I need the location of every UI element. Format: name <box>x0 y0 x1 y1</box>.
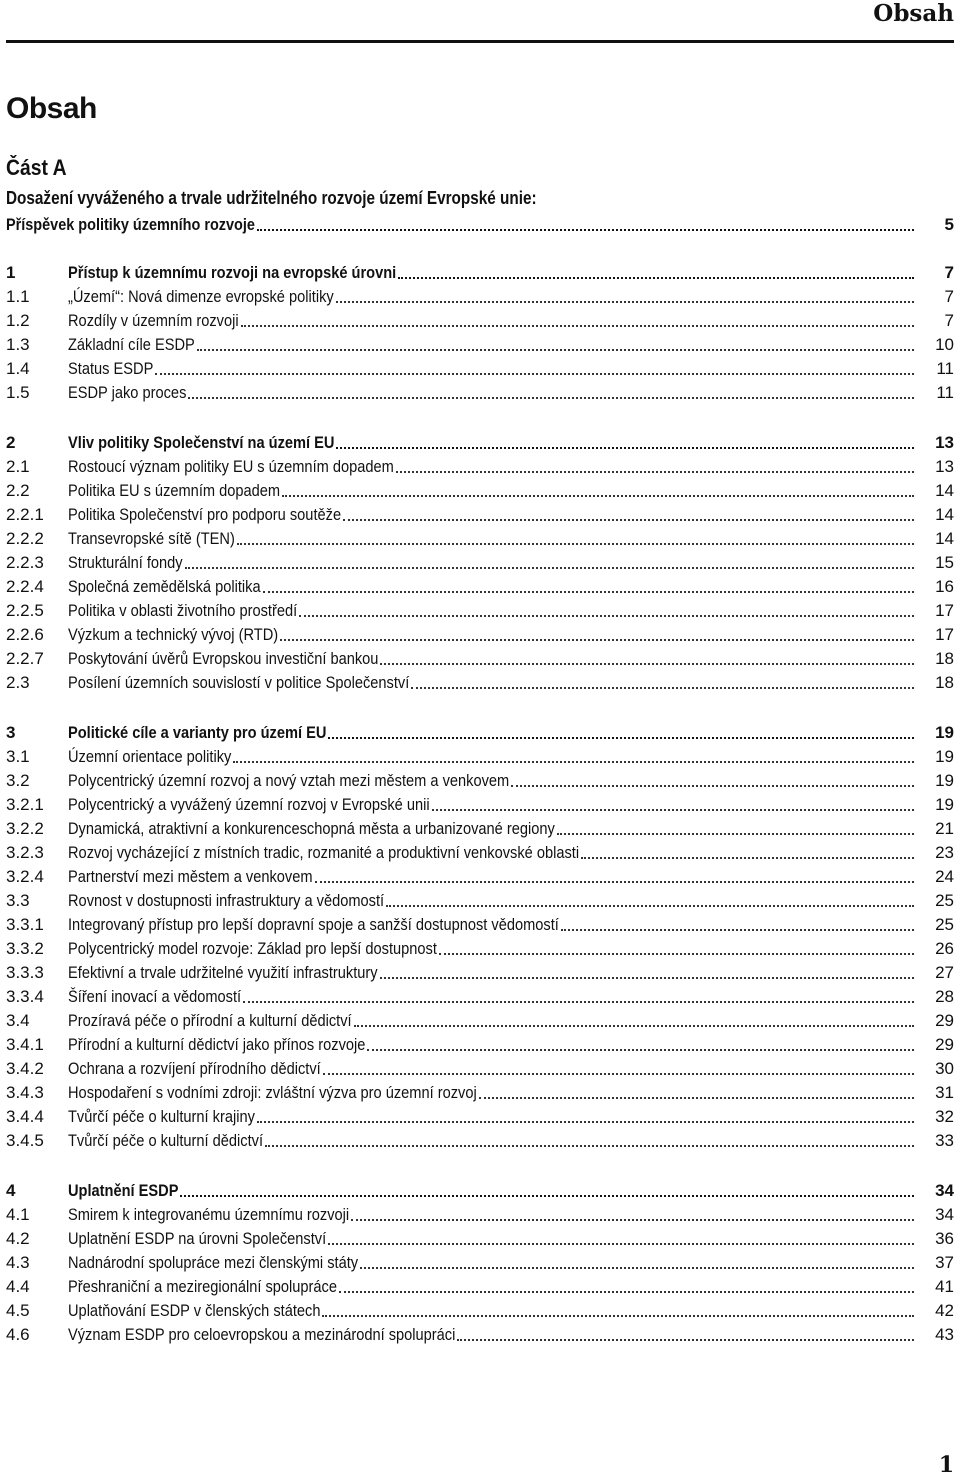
dot-leader <box>241 325 914 327</box>
toc-entry-page: 29 <box>935 1035 954 1054</box>
toc-chapter-row[interactable] <box>6 430 954 454</box>
dot-leader <box>343 519 914 521</box>
toc-entry-row[interactable] <box>6 478 954 502</box>
part-title-line-1: Dosažení vyváženého a trvale udržitelného rozvoje území Evropské unie: <box>6 188 537 208</box>
toc-entry-row[interactable] <box>6 936 954 960</box>
toc-entry-fill <box>68 818 916 840</box>
toc-entry-row[interactable] <box>6 502 954 526</box>
dot-leader <box>328 737 914 739</box>
toc-entry-fill <box>68 770 916 792</box>
toc-entry-fill <box>68 576 916 598</box>
toc-entry-row[interactable] <box>6 984 954 1008</box>
toc-entry-row[interactable] <box>6 864 954 888</box>
toc-entry-row[interactable] <box>6 792 954 816</box>
toc-entry-number: 1.1 <box>6 287 30 306</box>
toc-entry-page: 18 <box>935 649 954 668</box>
toc-entry-number: 4 <box>6 1181 16 1200</box>
toc-entry-fill <box>68 986 916 1008</box>
dot-leader <box>180 1195 914 1197</box>
toc-entry-number: 3.1 <box>6 747 30 766</box>
toc-entry-title: Přeshraniční a meziregionální spolupráce <box>68 1277 338 1296</box>
toc-entry-page: 14 <box>935 505 954 524</box>
toc-entry-page: 17 <box>935 625 954 644</box>
toc-entry-page: 10 <box>935 335 954 354</box>
toc-entry-fill <box>68 432 916 454</box>
toc-entry-row[interactable] <box>6 526 954 550</box>
dot-leader <box>155 373 914 375</box>
toc-entry-number: 1.3 <box>6 335 30 354</box>
toc-entry-title: Integrovaný přístup pro lepší dopravní spoje a sanžší dostupnost vědomostí <box>68 915 559 934</box>
toc-entry-row[interactable] <box>6 1226 954 1250</box>
dot-leader <box>336 447 914 449</box>
dot-leader <box>280 639 914 641</box>
toc-entry-number: 2.2.4 <box>6 577 44 596</box>
dot-leader <box>197 349 914 351</box>
toc-entry-number: 1.5 <box>6 383 30 402</box>
toc-entry-page: 7 <box>944 263 954 282</box>
toc-entry-number: 1.2 <box>6 311 30 330</box>
toc-entry-row[interactable] <box>6 912 954 936</box>
toc-entry-page: 7 <box>944 311 954 330</box>
toc-entry-fill <box>68 1130 916 1152</box>
toc-entry-page: 26 <box>935 939 954 958</box>
toc-entry-number: 4.5 <box>6 1301 30 1320</box>
dot-leader <box>339 1291 914 1293</box>
dot-leader <box>360 1267 914 1269</box>
toc-entry-number: 3.2.2 <box>6 819 44 838</box>
toc-entry-page: 21 <box>935 819 954 838</box>
toc-entry-title: Rozvoj vycházející z místních tradic, rozmanité a produktivní venkovské oblasti <box>68 843 580 862</box>
toc-entry-fill <box>68 890 916 912</box>
toc-entry-number: 2.2.6 <box>6 625 44 644</box>
toc-entry-row[interactable] <box>6 816 954 840</box>
dot-leader <box>411 687 914 689</box>
toc-entry-fill <box>68 358 916 380</box>
toc-entry-title: Rovnost v dostupnosti infrastruktury a vědomostí <box>68 891 385 910</box>
toc-entry-number: 3.4.1 <box>6 1035 44 1054</box>
toc-entry-number: 2.2.3 <box>6 553 44 572</box>
toc-entry-page: 14 <box>935 529 954 548</box>
toc-entry-row[interactable] <box>6 1056 954 1080</box>
toc-entry-title: Rozdíly v územním rozvoji <box>68 311 239 330</box>
toc-entry-page: 41 <box>935 1277 954 1296</box>
dot-leader <box>263 591 914 593</box>
toc-entry-page: 23 <box>935 843 954 862</box>
toc-entry-number: 3.4 <box>6 1011 30 1030</box>
toc-entry-page: 11 <box>936 383 954 402</box>
toc-entry-row[interactable] <box>6 1008 954 1032</box>
toc-entry-title: Transevropské sítě (TEN) <box>68 529 235 548</box>
toc-entry-title: Tvůrčí péče o kulturní krajiny <box>68 1107 255 1126</box>
dot-leader <box>282 495 914 497</box>
dot-leader <box>265 1145 914 1147</box>
toc-entry-fill <box>68 600 916 622</box>
toc-entry-title: Význam ESDP pro celoevropskou a mezinárodní spolupráci <box>68 1325 456 1344</box>
dot-leader <box>315 881 914 883</box>
toc-entry-row[interactable] <box>6 284 954 308</box>
toc-entry-row[interactable] <box>6 1202 954 1226</box>
dot-leader <box>257 1121 914 1123</box>
toc-entry-fill <box>68 504 916 526</box>
toc-entry-row[interactable] <box>6 1080 954 1104</box>
toc-entry-title: Výzkum a technický vývoj (RTD) <box>68 625 279 644</box>
toc-entry-fill <box>68 310 916 332</box>
toc-entry-row[interactable] <box>6 332 954 356</box>
toc-entry-title: Polycentrický a vyvážený územní rozvoj v Evropské unii <box>68 795 430 814</box>
dot-leader <box>386 905 914 907</box>
toc-entry-title: Strukturální fondy <box>68 553 183 572</box>
dot-leader <box>557 833 914 835</box>
dot-leader <box>380 663 914 665</box>
toc-entry-title: Polycentrický model rozvoje: Základ pro lepší dostupnost <box>68 939 437 958</box>
toc-entry-row[interactable] <box>6 356 954 380</box>
toc-entry-number: 4.1 <box>6 1205 30 1224</box>
toc-entry-fill <box>68 794 916 816</box>
toc-entry-fill <box>68 480 916 502</box>
toc-entry-row[interactable] <box>6 1128 954 1152</box>
toc-entry-fill <box>68 746 916 768</box>
dot-leader <box>351 1219 914 1221</box>
toc-entry-page: 25 <box>935 891 954 910</box>
toc-entry-page: 37 <box>935 1253 954 1272</box>
toc-chapter-row[interactable] <box>6 720 954 744</box>
dot-leader <box>367 1049 914 1051</box>
toc-entry-page: 19 <box>935 795 954 814</box>
toc-entry-fill <box>68 842 916 864</box>
toc-entry-title: Prozíravá péče o přírodní a kulturní dědictví <box>68 1011 352 1030</box>
toc-entry-number: 2.2.7 <box>6 649 44 668</box>
toc-entry-page: 34 <box>935 1181 954 1200</box>
dot-leader <box>396 471 914 473</box>
toc-entry-fill <box>68 382 916 404</box>
toc-entry-title: Status ESDP <box>68 359 154 378</box>
toc-entry-number: 2.2.1 <box>6 505 44 524</box>
toc-entry-fill <box>68 1010 916 1032</box>
toc-entry-fill <box>68 1058 916 1080</box>
toc-entry-title: Vliv politiky Společenství na území EU <box>68 433 335 452</box>
toc-entry-page: 42 <box>935 1301 954 1320</box>
toc-entry-fill <box>68 1204 916 1226</box>
toc-entry-row[interactable] <box>6 1250 954 1274</box>
toc-entry-row[interactable] <box>6 1298 954 1322</box>
toc-entry-page: 31 <box>935 1083 954 1102</box>
toc-entry-page: 24 <box>935 867 954 886</box>
dot-leader <box>322 1315 914 1317</box>
part-title-row[interactable] <box>6 212 954 236</box>
toc-entry-title: Dynamická, atraktivní a konkurenceschopná města a urbanizované regiony <box>68 819 555 838</box>
toc-entry-row[interactable] <box>6 598 954 622</box>
toc-entry-row[interactable] <box>6 308 954 332</box>
toc-entry-page: 19 <box>935 747 954 766</box>
dot-leader <box>336 301 914 303</box>
dot-leader <box>237 543 914 545</box>
toc-entry-page: 29 <box>935 1011 954 1030</box>
toc-entry-number: 3.3.3 <box>6 963 44 982</box>
dot-leader <box>457 1339 914 1341</box>
toc-entry-title: Tvůrčí péče o kulturní dědictví <box>68 1131 264 1150</box>
toc-entry-fill <box>68 914 916 936</box>
toc-entry-row[interactable] <box>6 768 954 792</box>
toc-entry-title: Politika v oblasti životního prostředí <box>68 601 298 620</box>
dot-leader <box>511 785 914 787</box>
toc-entry-number: 4.3 <box>6 1253 30 1272</box>
toc-entry-number: 3.3.4 <box>6 987 44 1006</box>
toc-entry-row[interactable] <box>6 744 954 768</box>
toc-chapter-row[interactable] <box>6 260 954 284</box>
dot-leader <box>188 397 914 399</box>
toc-entry-page: 36 <box>935 1229 954 1248</box>
dot-leader <box>354 1025 914 1027</box>
toc-entry-title: Smirem k integrovanému územnímu rozvoji <box>68 1205 350 1224</box>
toc-entry-row[interactable] <box>6 670 954 694</box>
toc-entry-title: Politické cíle a varianty pro území EU <box>68 723 327 742</box>
toc-entry-title: Rostoucí význam politiky EU s územním dopadem <box>68 457 394 476</box>
dot-leader <box>299 615 914 617</box>
part-label: Část A <box>6 155 67 180</box>
toc-entry-title: „Území“: Nová dimenze evropské politiky <box>68 287 334 306</box>
toc-entry-number: 4.4 <box>6 1277 30 1296</box>
dot-leader <box>257 229 914 231</box>
toc-entry-number: 3.3 <box>6 891 30 910</box>
toc-entry-number: 3.2.1 <box>6 795 44 814</box>
toc-entry-fill <box>68 1252 916 1274</box>
toc-entry-row[interactable] <box>6 550 954 574</box>
toc-entry-page: 11 <box>936 359 954 378</box>
toc-entry-page: 43 <box>935 1325 954 1344</box>
dot-leader <box>323 1073 914 1075</box>
dot-leader <box>439 953 914 955</box>
toc-entry-row[interactable] <box>6 1322 954 1346</box>
toc-entry-number: 1.4 <box>6 359 30 378</box>
toc-entry-number: 2 <box>6 433 16 452</box>
toc-entry-title: ESDP jako proces <box>68 383 187 402</box>
toc-entry-page: 15 <box>935 553 954 572</box>
toc-entry-number: 2.3 <box>6 673 30 692</box>
dot-leader <box>328 1243 914 1245</box>
toc-entry-fill <box>68 672 916 694</box>
toc-entry-page: 33 <box>935 1131 954 1150</box>
toc-entry-fill <box>68 552 916 574</box>
toc-entry-row[interactable] <box>6 888 954 912</box>
toc-entry-page: 14 <box>935 481 954 500</box>
toc-entry-row[interactable] <box>6 380 954 404</box>
toc-entry-number: 3.4.4 <box>6 1107 44 1126</box>
toc-entry-page: 28 <box>935 987 954 1006</box>
toc-entry-fill <box>68 1106 916 1128</box>
toc-entry-fill <box>68 1324 916 1346</box>
toc-entry-page: 27 <box>935 963 954 982</box>
toc-entry-row[interactable] <box>6 574 954 598</box>
dot-leader <box>243 1001 914 1003</box>
toc-entry-fill <box>68 1082 916 1104</box>
toc-entry-fill <box>68 938 916 960</box>
toc-entry-row[interactable] <box>6 840 954 864</box>
toc-entry-number: 3 <box>6 723 16 742</box>
toc-entry-page: 32 <box>935 1107 954 1126</box>
toc-entry-title: Politika Společenství pro podporu soutěže <box>68 505 342 524</box>
toc-entry-title: Uplatňování ESDP v členských státech <box>68 1301 321 1320</box>
dot-leader <box>398 277 914 279</box>
toc-entry-number: 2.1 <box>6 457 30 476</box>
part-page: 5 <box>944 215 954 234</box>
toc-entry-title: Politika EU s územním dopadem <box>68 481 281 500</box>
dot-leader <box>581 857 914 859</box>
toc-entry-number: 3.2.3 <box>6 843 44 862</box>
toc-entry-number: 2.2.2 <box>6 529 44 548</box>
toc-entry-title: Přístup k územnímu rozvoji na evropské úrovni <box>68 263 397 282</box>
part-title-line-2: Příspěvek politiky územního rozvoje <box>6 215 255 234</box>
toc-entry-page: 30 <box>935 1059 954 1078</box>
toc-entry-fill <box>68 962 916 984</box>
toc-entry-fill <box>68 1034 916 1056</box>
toc-entry-number: 4.6 <box>6 1325 30 1344</box>
toc-entry-title: Nadnárodní spolupráce mezi členskými státy <box>68 1253 359 1272</box>
toc-entry-title: Hospodaření s vodními zdroji: zvláštní výzva pro územní rozvoj <box>68 1083 477 1102</box>
toc-entry-title: Přírodní a kulturní dědictví jako přínos rozvoje <box>68 1035 366 1054</box>
toc-entry-page: 34 <box>935 1205 954 1224</box>
toc-entry-title: Partnerství mezi městem a venkovem <box>68 867 313 886</box>
running-header: Obsah <box>873 0 954 27</box>
toc-entry-title: Šíření inovací a vědomostí <box>68 987 242 1006</box>
page-number: 1 <box>938 1452 954 1478</box>
toc-entry-page: 7 <box>944 287 954 306</box>
toc-entry-title: Územní orientace politiky <box>68 747 232 766</box>
toc-entry-number: 3.3.1 <box>6 915 44 934</box>
toc-entry-title: Poskytování úvěrů Evropskou investiční bankou <box>68 649 379 668</box>
toc-entry-number: 1 <box>6 263 16 282</box>
dot-leader <box>380 977 914 979</box>
toc-entry-row[interactable] <box>6 1104 954 1128</box>
toc-entry-title: Společná zemědělská politika <box>68 577 261 596</box>
toc-entry-row[interactable] <box>6 960 954 984</box>
toc-entry-number: 2.2 <box>6 481 30 500</box>
dot-leader <box>432 809 914 811</box>
page-title: Obsah <box>6 92 97 125</box>
toc-entry-title: Ochrana a rozvíjení přírodního dědictví <box>68 1059 321 1078</box>
toc-entry-title: Uplatnění ESDP na úrovni Společenství <box>68 1229 327 1248</box>
toc-entry-fill <box>68 1276 916 1298</box>
toc-entry-page: 19 <box>935 771 954 790</box>
toc-entry-page: 16 <box>935 577 954 596</box>
toc-entry-fill <box>68 1300 916 1322</box>
toc-entry-title: Posílení územních souvislostí v politice Společenství <box>68 673 410 692</box>
toc-entry-number: 3.2 <box>6 771 30 790</box>
toc-entry-number: 3.4.2 <box>6 1059 44 1078</box>
toc-entry-row[interactable] <box>6 1274 954 1298</box>
toc-entry-row[interactable] <box>6 454 954 478</box>
dot-leader <box>561 929 914 931</box>
toc-entry-fill <box>68 334 916 356</box>
toc-entry-row[interactable] <box>6 622 954 646</box>
toc-entry-number: 3.4.5 <box>6 1131 44 1150</box>
toc-entry-title: Uplatnění ESDP <box>68 1181 179 1200</box>
toc-entry-row[interactable] <box>6 1032 954 1056</box>
toc-entry-fill <box>68 648 916 670</box>
toc-entry-number: 3.4.3 <box>6 1083 44 1102</box>
toc-entry-page: 19 <box>935 723 954 742</box>
toc-entry-fill <box>68 1228 916 1250</box>
toc-entry-fill <box>68 1180 916 1202</box>
toc-entry-number: 3.2.4 <box>6 867 44 886</box>
toc-entry-title: Polycentrický územní rozvoj a nový vztah mezi městem a venkovem <box>68 771 510 790</box>
toc-entry-page: 17 <box>935 601 954 620</box>
toc-entry-fill <box>68 262 916 284</box>
toc-entry-fill <box>68 286 916 308</box>
toc-entry-page: 18 <box>935 673 954 692</box>
toc-entry-fill <box>68 624 916 646</box>
toc-entry-page: 13 <box>935 457 954 476</box>
dot-leader <box>479 1097 914 1099</box>
toc-entry-row[interactable] <box>6 646 954 670</box>
toc-entry-fill <box>68 528 916 550</box>
toc-entry-number: 2.2.5 <box>6 601 44 620</box>
toc-entry-fill <box>68 456 916 478</box>
dot-leader <box>185 567 914 569</box>
toc-entry-title: Efektivní a trvale udržitelné využití infrastruktury <box>68 963 378 982</box>
toc-entry-title: Základní cíle ESDP <box>68 335 195 354</box>
toc-entry-fill <box>68 866 916 888</box>
toc-entry-number: 4.2 <box>6 1229 30 1248</box>
dot-leader <box>233 761 914 763</box>
toc-entry-fill <box>68 722 916 744</box>
toc-entry-number: 3.3.2 <box>6 939 44 958</box>
toc-entry-page: 25 <box>935 915 954 934</box>
toc-chapter-row[interactable] <box>6 1178 954 1202</box>
toc-entry-page: 13 <box>935 433 954 452</box>
